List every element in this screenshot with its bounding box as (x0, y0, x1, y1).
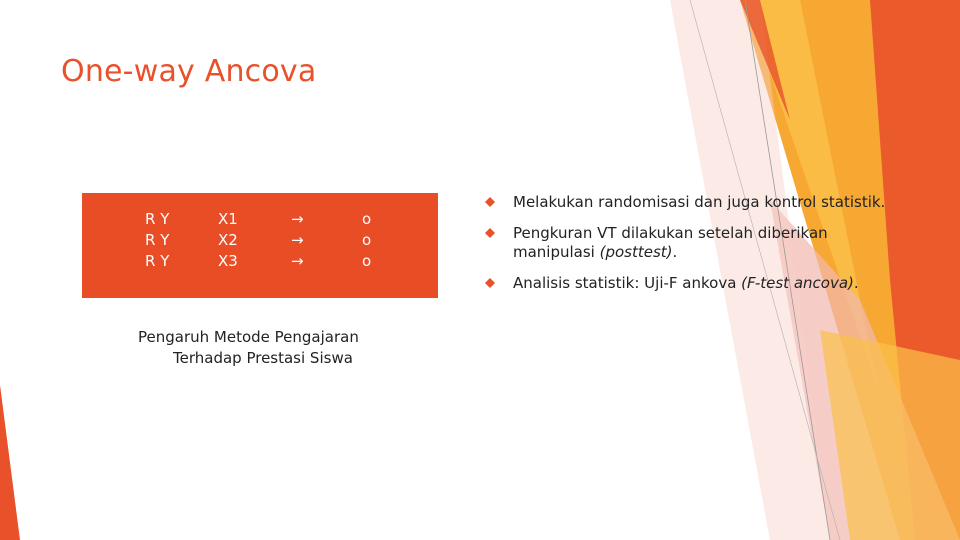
design-cell: R Y (145, 252, 170, 270)
design-cell: R Y (145, 210, 170, 228)
design-cell: X2 (218, 231, 238, 249)
design-cell: o (362, 231, 372, 249)
left-edge-shape (0, 385, 20, 540)
bullet-list (482, 193, 922, 305)
diamond-bullet-icon (485, 228, 495, 238)
bullet-text: Analisis statistik: Uji-F ankova (513, 274, 742, 292)
bullet-italic-text: (posttest) (599, 243, 673, 261)
bullet-italic-text: (F-test ancova) (741, 274, 854, 292)
bullet-text: . (672, 243, 678, 261)
design-cell: o (362, 210, 372, 228)
design-column-ry (145, 209, 169, 272)
caption-line-2: Terhadap Prestasi Siswa (173, 349, 353, 367)
arrow-icon: → (291, 210, 304, 228)
slide-title: One-way Ancova (61, 54, 317, 89)
arrow-icon: → (291, 231, 304, 249)
bullet-item (482, 193, 922, 212)
design-caption (138, 327, 378, 369)
bullet-text: manipulasi (513, 243, 600, 261)
design-column-observation (362, 209, 371, 272)
bullet-text: Pengkuran VT dilakukan setelah diberikan (513, 224, 828, 242)
design-column-x (218, 209, 238, 272)
caption-line-1: Pengaruh Metode Pengajaran (138, 328, 359, 346)
arrow-icon: → (291, 252, 304, 270)
design-cell: o (362, 252, 372, 270)
diamond-bullet-icon (485, 278, 495, 288)
bullet-item (482, 274, 922, 293)
bullet-text: Melakukan randomisasi dan juga kontrol statistik. (513, 193, 886, 211)
design-column-arrow (291, 209, 304, 272)
research-design-box (82, 193, 438, 298)
design-cell: R Y (145, 231, 170, 249)
design-cell: X3 (218, 252, 238, 270)
design-cell: X1 (218, 210, 238, 228)
bullet-item (482, 224, 922, 262)
bullet-text: . (853, 274, 859, 292)
diamond-bullet-icon (485, 197, 495, 207)
